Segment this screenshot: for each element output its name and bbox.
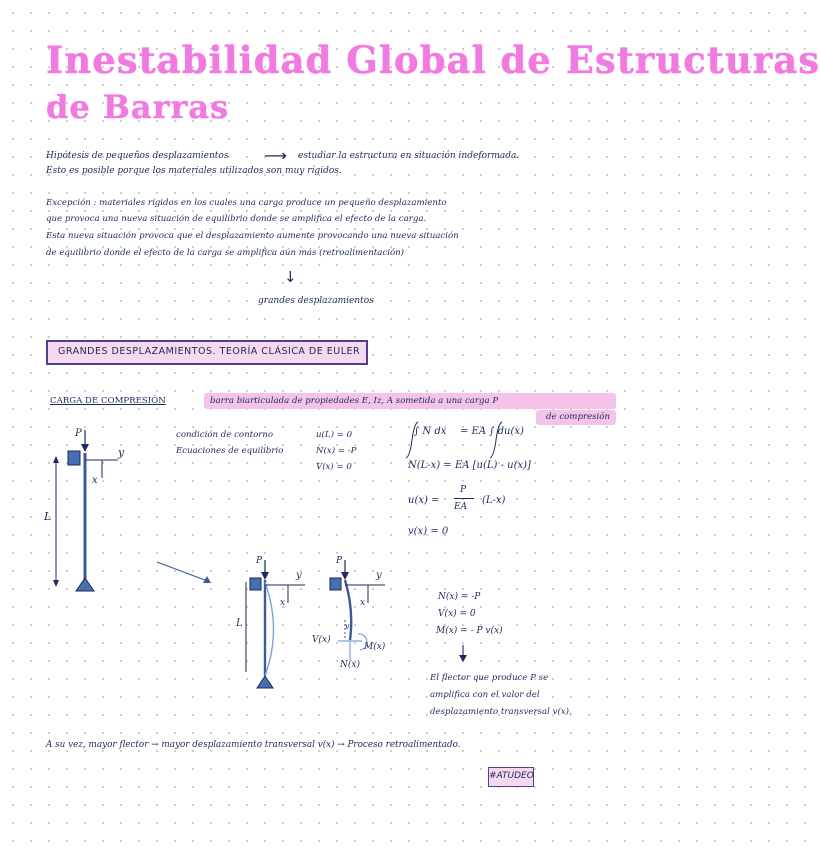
equilibrio-label: Ecuaciones de equilibrio — [176, 446, 284, 456]
signature-stamp: #ATUDEO — [488, 767, 534, 787]
d1-y: y — [118, 446, 125, 459]
result-N: N(x) = -P — [438, 592, 481, 602]
formula-3-right: (L-x) — [482, 495, 506, 506]
d3-v: v — [345, 622, 350, 631]
load-arrow-head — [81, 444, 89, 452]
d1-x: x — [92, 475, 98, 486]
deformed-shape — [265, 582, 274, 676]
exception-line2: que provoca una nueva situación de equilibrio donde se amplifica el efecto de la carga. — [46, 214, 427, 224]
d3-P: P — [336, 556, 343, 566]
formula-3-den: EA — [454, 502, 468, 512]
formula-2: N(L-x) = EA [u(L) - u(x)] — [408, 460, 531, 471]
page-title-line2: de Barras — [46, 88, 230, 126]
d1-P: P — [75, 428, 82, 439]
hypothesis-line2: Esto es posible porque los materiales utilizados son muy rígidos. — [46, 166, 342, 176]
formula-3-left: u(x) = — [408, 495, 440, 506]
down-arrow-icon: ↓ — [284, 268, 297, 286]
transition-arrow — [157, 562, 210, 582]
compression-description-2: de compresión — [546, 412, 611, 422]
d3-N: N(x) — [340, 660, 360, 670]
result-note-3: desplazamiento transversal v(x). — [430, 707, 572, 717]
contorno-label: condición de contorno — [176, 430, 274, 440]
d3-M: M(x) — [364, 642, 386, 652]
d2-x: x — [280, 598, 286, 608]
formula-1-right: = EA ∫ du(x) — [460, 426, 524, 437]
hypothesis-arrow-text: estudiar la estructura en situación indeformada. — [298, 151, 520, 161]
result-M: M(x) = - P v(x) — [436, 626, 503, 636]
page-title-line1: Inestabilidad Global de Estructuras — [46, 38, 820, 82]
contorno-eq: u(L) = 0 — [316, 430, 353, 440]
diagram-1 — [53, 430, 118, 591]
eq-V: V(x) = 0 — [316, 462, 352, 472]
exception-line1: Excepción : materiales rígidos en los cuales una carga produce un pequeño desplazamiento — [46, 198, 447, 208]
exception-line4: de equilibrio donde el efecto de la carga se amplifica aún más (retroalimentación) — [46, 248, 405, 258]
result-note-1: El flector que produce P se — [430, 673, 549, 683]
d2-P: P — [256, 556, 263, 566]
bottom-support — [76, 578, 94, 591]
d2-L: L — [236, 618, 243, 629]
d3-V: V(x) — [312, 635, 331, 645]
conclusion-text: A su vez, mayor flector → mayor desplazamiento transversal v(x) → Proceso retroalimentado. — [46, 740, 461, 750]
d3-x: x — [360, 598, 366, 608]
d1-L: L — [44, 510, 52, 523]
result-V: V(x) = 0 — [438, 609, 476, 619]
exception-line3: Esta nueva situación provoca que el desplazamiento aumente provocando una nueva situación — [46, 231, 459, 241]
hypothesis-line1: Hipótesis de pequeños desplazamientos — [46, 151, 229, 161]
top-support — [68, 451, 80, 465]
formula-3-num: P — [460, 485, 467, 495]
right-arrow-icon: ⟶ — [264, 146, 287, 165]
d2-y: y — [296, 570, 302, 581]
d3-y: y — [376, 570, 382, 581]
exception-result: grandes desplazamientos — [258, 296, 374, 306]
compression-description: barra biarticulada de propiedades E, Iz, A sometida a una carga P — [210, 396, 499, 406]
result-note-2: amplifica con el valor del — [430, 690, 540, 700]
formula-1-left: ∫ N dx — [414, 426, 447, 437]
eq-N: N(x) = -P — [316, 446, 357, 456]
section-heading: GRANDES DESPLAZAMIENTOS. TEORÍA CLÁSICA DE EULER — [58, 346, 361, 357]
formula-4: v(x) = 0 — [408, 526, 449, 537]
compression-label: CARGA DE COMPRESIÓN — [50, 396, 166, 406]
